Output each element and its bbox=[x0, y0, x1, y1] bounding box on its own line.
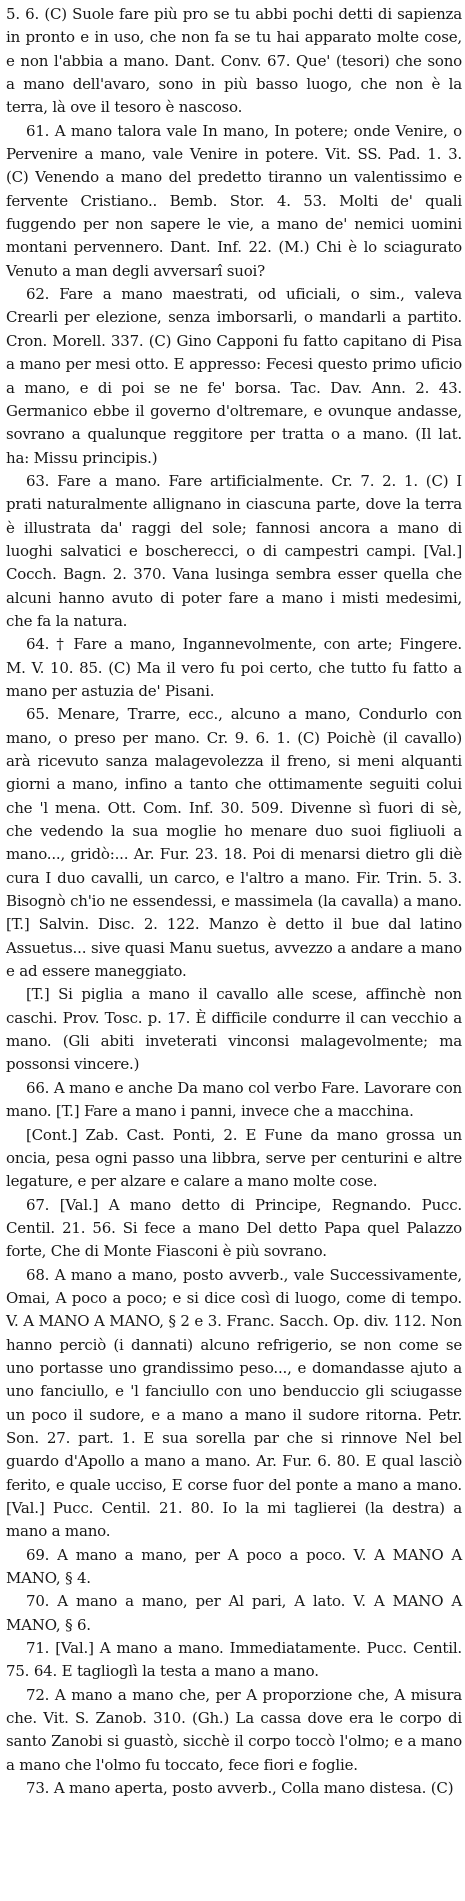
entry-61: 61. A mano talora vale In mano, In potere; onde Venire, o Pervenire a mano, vale Venire in potere. Vit. SS. Pad. 1. 3. (C) Venendo a mano del predetto tiranno un valentissimo e fervente Cristiano.. Bemb. Stor. 4. 53. Molti de' quali fuggendo per non sapere le vie, a mano de' nemici uomini montani pervennero. Dant. Inf. 22. (M.) Chi è lo sciagurato Venuto a man degli avversarî suoi? bbox=[6, 121, 462, 280]
entry-71: 71. [Val.] A mano a mano. Immediatamente. Pucc. Centil. 75. 64. E taglioglì la testa a mano a mano. bbox=[6, 1639, 462, 1681]
entry-65-subparagraph: [T.] Si piglia a mano il cavallo alle scese, affinchè non caschi. Prov. Tosc. p. 17. È difficile condurre il can vecchio a mano. (Gli abiti inveterati vinconsi malagevolmente; ma possonsi vincere.) bbox=[6, 985, 462, 1074]
entry-64: 64. † Fare a mano, Ingannevolmente, con arte; Fingere. M. V. 10. 85. (C) Ma il vero fu poi certo, che tutto fu fatto a mano per astuzia de' Pisani. bbox=[6, 635, 462, 700]
entry-continuation: 5. 6. (C) Suole fare più pro se tu abbi pochi detti di sapienza in pronto e in uso, che non fa se tu hai apparato molte cose, e non l'abbia a mano. Dant. Conv. 67. Que' (tesori) che sono a mano dell'avaro, sono in più basso luogo, che non è la terra, là ove il tesoro è nascoso. bbox=[6, 5, 462, 117]
entry-63: 63. Fare a mano. Fare artificialmente. Cr. 7. 2. 1. (C) I prati naturalmente allignano in ciascuna parte, dove la terra è illustrata da' raggi del sole; fannosi ancora a mano di luoghi salvatici e boscherecci, o di campestri campi. [Val.] Cocch. Bagn. 2. 370. Vana lusinga sembra esser quella che alcuni hanno avuto di poter fare a mano i misti medesimi, che fa la natura. bbox=[6, 471, 462, 630]
entry-62: 62. Fare a mano maestrati, od uficiali, o sim., valeva Crearli per elezione, senza imborsarli, o mandarli a partito. Cron. Morell. 337. (C) Gino Capponi fu fatto capitano di Pisa a mano per mesi otto. E appresso: Fecesi questo primo uficio a mano, e di poi se ne fe' borsa. Tac. Dav. Ann. 2. 43. Germanico ebbe il governo d'oltremare, e ovunque andasse, sovrano a qualunque reggitore per tratta o a mano. (Il lat. ha: Missu principis.) bbox=[6, 285, 462, 467]
entry-66-subparagraph: [Cont.] Zab. Cast. Ponti, 2. E Fune da mano grossa un oncia, pesa ogni passo una libbra, serve per centurini e altre legature, e per alzare e calare a mano molte cose. bbox=[6, 1125, 462, 1191]
entry-73: 73. A mano aperta, posto avverb., Colla mano distesa. (C) bbox=[26, 1779, 454, 1798]
entry-70: 70. A mano a mano, per Al pari, A lato. V. A MANO A MANO, § 6. bbox=[6, 1592, 462, 1634]
entry-66: 66. A mano e anche Da mano col verbo Fare. Lavorare con mano. [T.] Fare a mano i panni, invece che a macchina. bbox=[6, 1078, 462, 1121]
entry-68: 68. A mano a mano, posto avverb., vale Successivamente, Omai, A poco a poco; e si dice così di luogo, come di tempo. V. A MANO A MANO, § 2 e 3. Franc. Sacch. Op. div. 112. Non hanno perciò (i dannati) alcuno refrigerio, se non come se uno portasse uno grandissimo peso..., e domandasse ajuto a uno fanciullo, e 'l fanciullo con uno benduccio gli sciugasse un poco il sudore, e a mano a mano il sudore ritorna. Petr. Son. 27. part. 1. E sua sorella par che si rinnove Nel bel guardo d'Apollo a mano a mano. Ar. Fur. 6. 80. E qual lasciò ferito, e quale ucciso, E corse fuor del ponte a mano a mano. [Val.] Pucc. Centil. 21. 80. Io la mi taglierei (la destra) a mano a mano. bbox=[6, 1265, 462, 1541]
entry-72: 72. A mano a mano che, per A proporzione che, A misura che. Vit. S. Zanob. 310. (Gh.) La cassa dove era le corpo di santo Zanobi si guastò, sicchè il corpo toccò l'olmo; e a mano a mano che l'olmo fu toccato, fece fiori e foglie. bbox=[6, 1685, 462, 1774]
entry-65: 65. Menare, Trarre, ecc., alcuno a mano, Condurlo con mano, o preso per mano. Cr. 9. 6. 1. (C) Poichè (il cavallo) arà ricevuto sanza malagevolezza il freno, si meni alquanti giorni a mano, infino a tanto che ottimamente seguiti colui che 'l mena. Ott. Com. Inf. 30. 509. Divenne sì fuori di sè, che vedendo la sua moglie ho menare duo suoi figliuoli a mano..., gridò:... Ar. Fur. 23. 18. Poi di menarsi dietro gli diè cura I duo cavalli, un carco, e l'altro a mano. Fir. Trin. 5. 3. Bisognò ch'io ne essendessi, e massimela (la cavalla) a mano. [T.] Salvin. Disc. 2. 122. Manzo è detto il bue dal latino Assuetus... sive quasi Manu suetus, avvezzo a andare a mano e ad essere maneggiato. bbox=[6, 705, 462, 981]
entry-69: 69. A mano a mano, per A poco a poco. V. A MANO A MANO, § 4. bbox=[6, 1545, 462, 1588]
entry-67: 67. [Val.] A mano detto di Principe, Regnando. Pucc. Centil. 21. 56. Si fece a mano Del detto Papa quel Palazzo forte, Che di Monte Fiasconi è più sovrano. bbox=[6, 1195, 462, 1261]
